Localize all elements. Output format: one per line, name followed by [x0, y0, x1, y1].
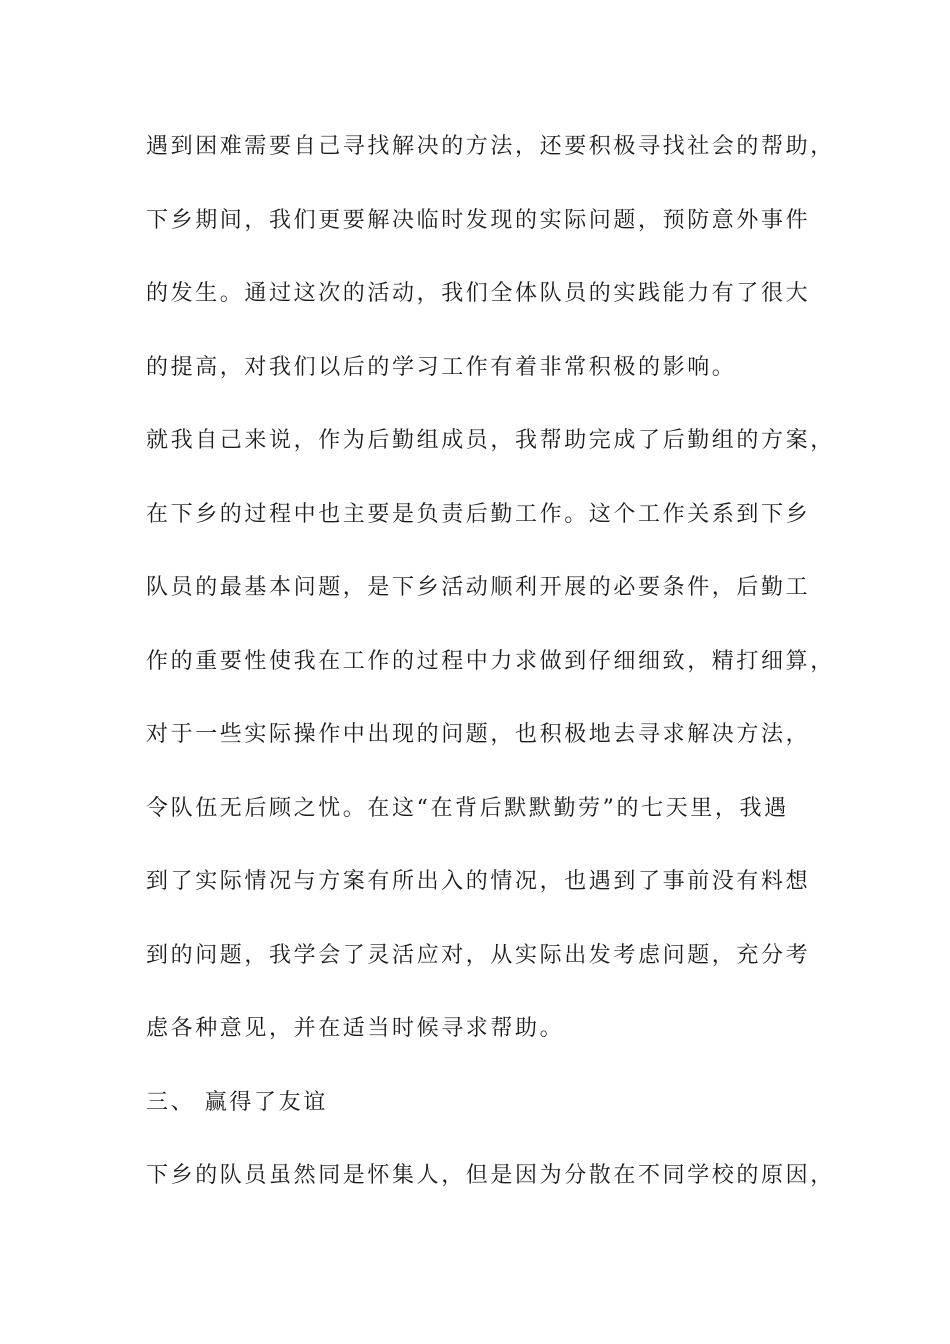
text-line-10: 令队伍无后顾之忧。在这“在背后默默勤劳”的七天里，我遇 [146, 795, 789, 821]
text-line-2: 下乡期间，我们更要解决临时发现的实际问题，预防意外事件 [146, 207, 811, 233]
text-line-1: 遇到困难需要自己寻找解决的方法，还要积极寻找社会的帮助， [146, 134, 835, 159]
text-line-4: 的提高，对我们以后的学习工作有着非常积极的影响。 [146, 354, 737, 380]
text-line-5: 就我自己来说，作为后勤组成员，我帮助完成了后勤组的方案， [146, 428, 835, 453]
text-line-9: 对于一些实际操作中出现的问题，也积极地去寻求解决方法， [146, 722, 811, 747]
text-line-3: 的发生。通过这次的活动，我们全体队员的实践能力有了很大 [146, 281, 811, 306]
section-heading: 三、 赢得了友谊 [146, 1089, 328, 1115]
text-line-13: 虑各种意见，并在适当时候寻求帮助。 [146, 1016, 565, 1041]
document-body [146, 128, 835, 1231]
text-line-15: 下乡的队员虽然同是怀集人，但是因为分散在不同学校的原因， [146, 1163, 835, 1188]
text-line-7: 队员的最基本问题，是下乡活动顺利开展的必要条件，后勤工 [146, 575, 811, 600]
text-line-12: 到的问题，我学会了灵活应对，从实际出发考虑问题，充分考 [146, 942, 811, 968]
text-line-11: 到了实际情况与方案有所出入的情况，也遇到了事前没有料想 [146, 869, 811, 894]
text-line-6: 在下乡的过程中也主要是负责后勤工作。这个工作关系到下乡 [146, 501, 811, 527]
text-line-8: 作的重要性使我在工作的过程中力求做到仔细细致，精打细算， [146, 648, 835, 674]
